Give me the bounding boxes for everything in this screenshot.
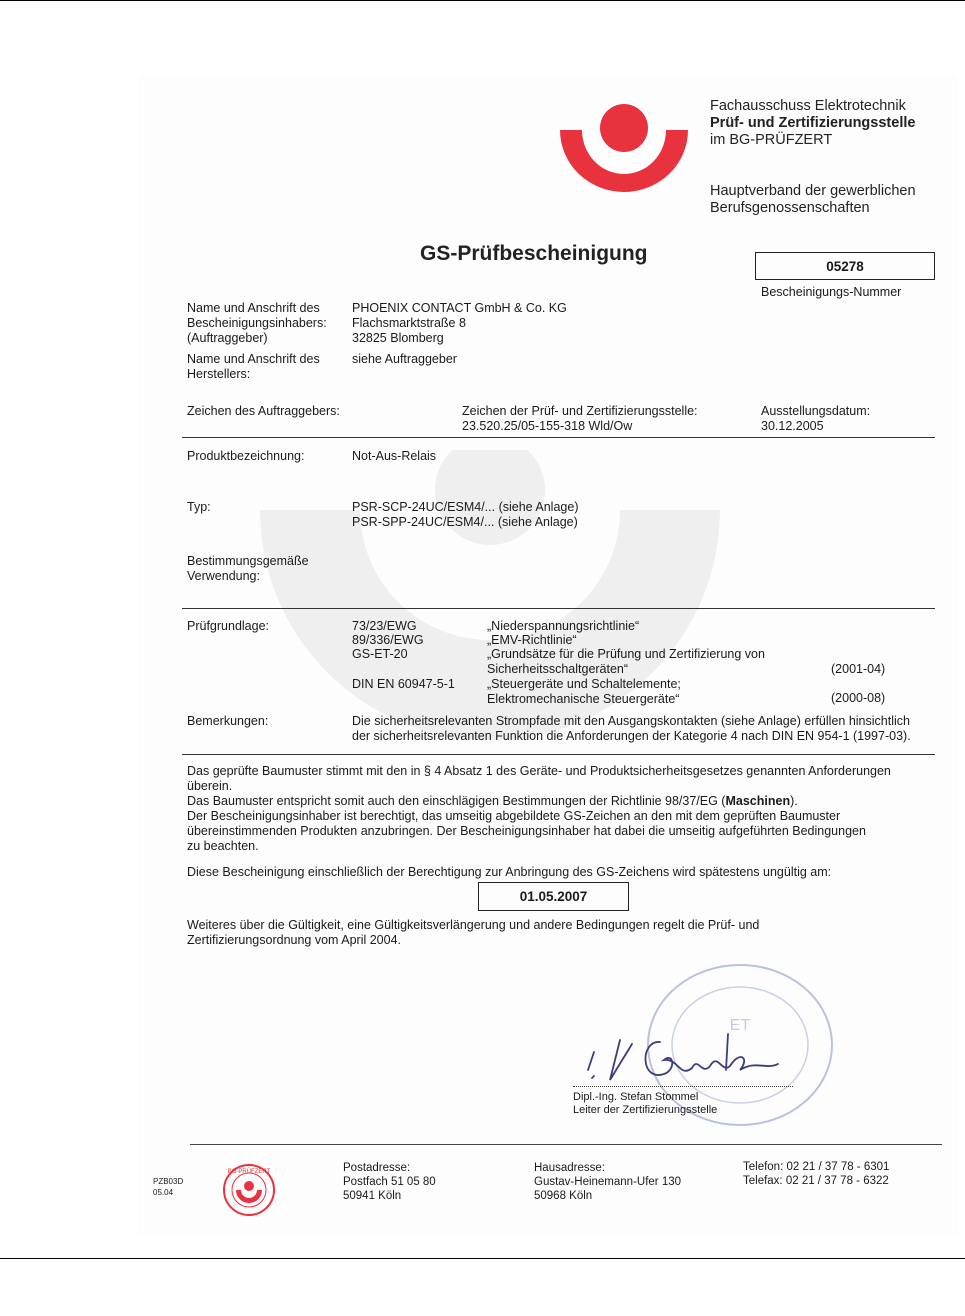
basis-code: 89/336/EWG — [352, 633, 424, 647]
holder-value: PHOENIX CONTACT GmbH & Co. KG Flachsmarktstraße 8 32825 Blomberg — [352, 301, 567, 345]
remarks-text: Die sicherheitsrelevanten Strompfade mit den Ausgangskontakten (siehe Anlage) erfüllen hinsichtlich der sicherheitsrelevanten Funktion die Anforderungen der Kategorie 4 nach DIN EN 954-1 (1997-03). — [352, 714, 911, 743]
contact — [743, 1160, 889, 1188]
signature-scribble-icon — [580, 1030, 790, 1090]
issue-date: Ausstellungsdatum: 30.12.2005 — [761, 404, 871, 433]
bg-logo-icon — [558, 100, 690, 192]
product-label: Produktbezeichnung: — [187, 449, 305, 463]
certificate-number-box — [755, 252, 935, 280]
basis-label: Prüfgrundlage: — [187, 619, 270, 633]
type-value: PSR-SCP-24UC/ESM4/... (siehe Anlage) PSR-SPP-24UC/ESM4/... (siehe Anlage) — [352, 500, 579, 529]
org-line1: Fachausschuss Elektrotechnik — [710, 98, 906, 114]
basis-desc: „Grundsätze für die Prüfung und Zertifizierung von Sicherheitsschaltgeräten“ — [487, 647, 765, 676]
top-border — [0, 0, 965, 1]
bottom-border — [0, 1258, 965, 1259]
basis-date: (2001-04) — [831, 662, 886, 676]
postal-address: Postadresse: Postfach 51 05 80 50941 Köln — [343, 1162, 436, 1202]
signatory-role: Leiter der Zertifizierungsstelle — [573, 1104, 718, 1116]
form-code: PZB03D 05.04 — [153, 1177, 184, 1197]
org-line3: im BG-PRÜFZERT — [710, 132, 833, 148]
test-ref: Zeichen der Prüf- und Zertifizierungsstelle: 23.520.25/05-155-318 Wld/Ow — [462, 404, 698, 433]
footer-divider — [190, 1144, 942, 1145]
certificate-number-label: Bescheinigungs-Nummer — [761, 285, 902, 299]
basis-code: GS-ET-20 — [352, 647, 408, 661]
document-title: GS-Prüfbescheinigung — [420, 242, 648, 265]
validity-date: 01.05.2007 — [519, 889, 588, 904]
assoc-line1: Hauptverband der gewerblichen — [710, 183, 916, 199]
basis-desc: „Niederspannungsrichtlinie“ — [487, 619, 640, 633]
divider — [182, 754, 935, 755]
manufacturer-value: siehe Auftraggeber — [352, 352, 457, 366]
assoc-line2: Berufsgenossenschaften — [710, 200, 870, 216]
signatory — [573, 1091, 717, 1117]
manufacturer-label: Name und Anschrift des Herstellers: — [187, 352, 320, 381]
divider — [182, 608, 935, 609]
product-value: Not-Aus-Relais — [352, 449, 437, 463]
holder-label: Name und Anschrift des Bescheinigungsinhabers: (Auftraggeber) — [187, 301, 327, 345]
basis-desc: „EMV-Richtlinie“ — [487, 633, 577, 647]
signatory-name: Dipl.-Ing. Stefan Stommel — [573, 1091, 699, 1103]
header-org — [710, 98, 915, 149]
phone: Telefon: 02 21 / 37 78 - 6301 — [743, 1161, 890, 1173]
conformity-paragraph: Das geprüfte Baumuster stimmt mit den in § 4 Absatz 1 des Geräte- und Produktsicherheitsgesetzes genannten Anforderungen überein. Das Baumuster entspricht somit auch den einschlägigen Bestimmungen der Richtlinie 98/37/EG (Maschinen). Der Bescheinigungsinhaber ist berechtigt, das umseitig abgebildete GS-Zeichen an den mit dem geprüften Baumuster übereinstimmenden Produkten anzubringen. Der Bescheinigungsinhaber hat dabei die umseitig aufgeführten Bedingungen zu beachten. — [187, 764, 891, 853]
validity-text: Diese Bescheinigung einschließlich der Berechtigung zur Anbringung des GS-Zeichens wird spätestens ungültig am: — [187, 865, 832, 879]
validity-date-box — [478, 882, 629, 911]
stamp-center: ET — [729, 1017, 751, 1034]
header-assoc — [710, 183, 916, 217]
fax: Telefax: 02 21 / 37 78 - 6322 — [743, 1175, 889, 1187]
client-ref-label: Zeichen des Auftraggebers: — [187, 404, 340, 418]
certificate-number: 05278 — [826, 258, 864, 274]
further-info: Weiteres über die Gültigkeit, eine Gültigkeitsverlängerung und andere Bedingungen regelt die Prüf- und Zertifizierungsordnung vom April 2004. — [187, 918, 760, 947]
house-address: Hausadresse: Gustav-Heinemann-Ufer 130 50968 Köln — [534, 1162, 682, 1202]
basis-date: (2000-08) — [831, 691, 886, 705]
basis-code: 73/23/EWG — [352, 619, 417, 633]
divider — [182, 437, 935, 438]
signature-line — [573, 1086, 793, 1088]
usage-label: Bestimmungsgemäße Verwendung: — [187, 554, 309, 583]
basis-desc: „Steuergeräte und Schaltelemente; Elektromechanische Steuergeräte“ — [487, 677, 681, 706]
bg-pruefzert-seal-icon — [222, 1163, 276, 1217]
remarks-label: Bemerkungen: — [187, 714, 269, 728]
seal-text: BG-PRÜFZERT — [227, 1169, 271, 1175]
basis-code: DIN EN 60947-5-1 — [352, 677, 455, 691]
org-line2: Prüf- und Zertifizierungsstelle — [710, 115, 916, 131]
type-label: Typ: — [187, 500, 211, 514]
